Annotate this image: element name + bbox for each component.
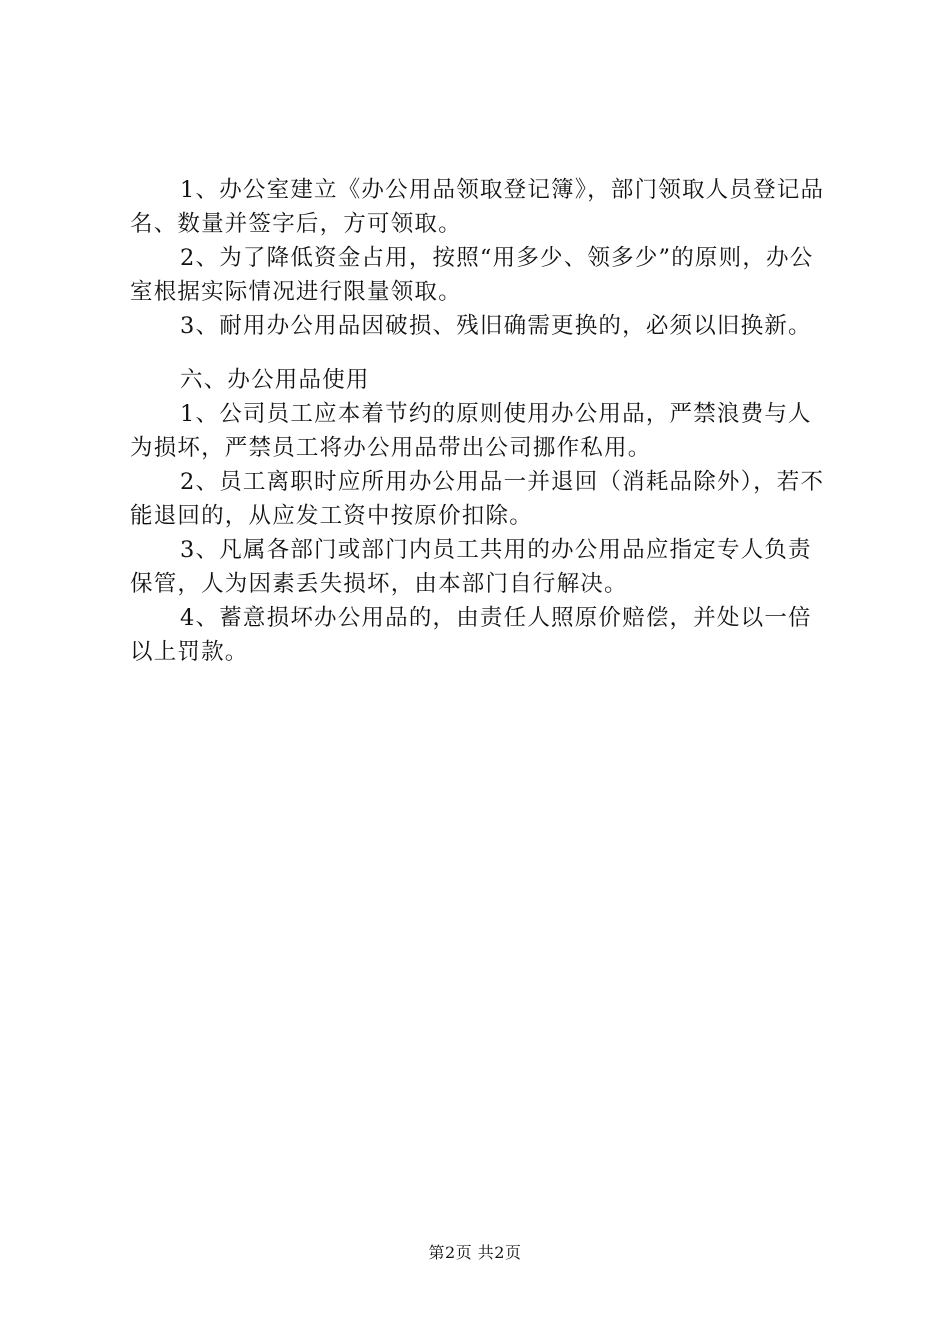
paragraph-registration: 1、办公室建立《办公用品领取登记簿》，部门领取人员登记品名、数量并签字后，方可领取。 [130,177,825,237]
section-heading: 六、办公用品使用 [180,367,370,393]
section-spacer [130,343,834,363]
paragraph-saving-principle: 1、公司员工应本着节约的原则使用办公用品，严禁浪费与人为损坏，严禁员工将办公用品带出公司挪作私用。 [130,401,812,461]
paragraph-limited-quantity: 2、为了降低资金占用，按照“用多少、领多少”的原则，办公室根据实际情况进行限量领取。 [130,245,814,305]
paragraph-damage-penalty: 4、蓄意损坏办公用品的，由责任人照原价赔偿，并处以一倍以上罚款。 [130,605,812,665]
paragraph-resignation-return: 2、员工离职时应所用办公用品一并退回（消耗品除外），若不能退回的，从应发工资中按原价扣除。 [130,469,825,529]
paragraph-replace-old: 3、耐用办公用品因破损、残旧确需更换的，必须以旧换新。 [180,313,812,339]
document-body [130,173,834,669]
page-footer: 第2页 共2页 [428,1243,522,1262]
paragraph-shared-custody: 3、凡属各部门或部门内员工共用的办公用品应指定专人负责保管，人为因素丢失损坏，由本部门自行解决。 [130,537,812,597]
